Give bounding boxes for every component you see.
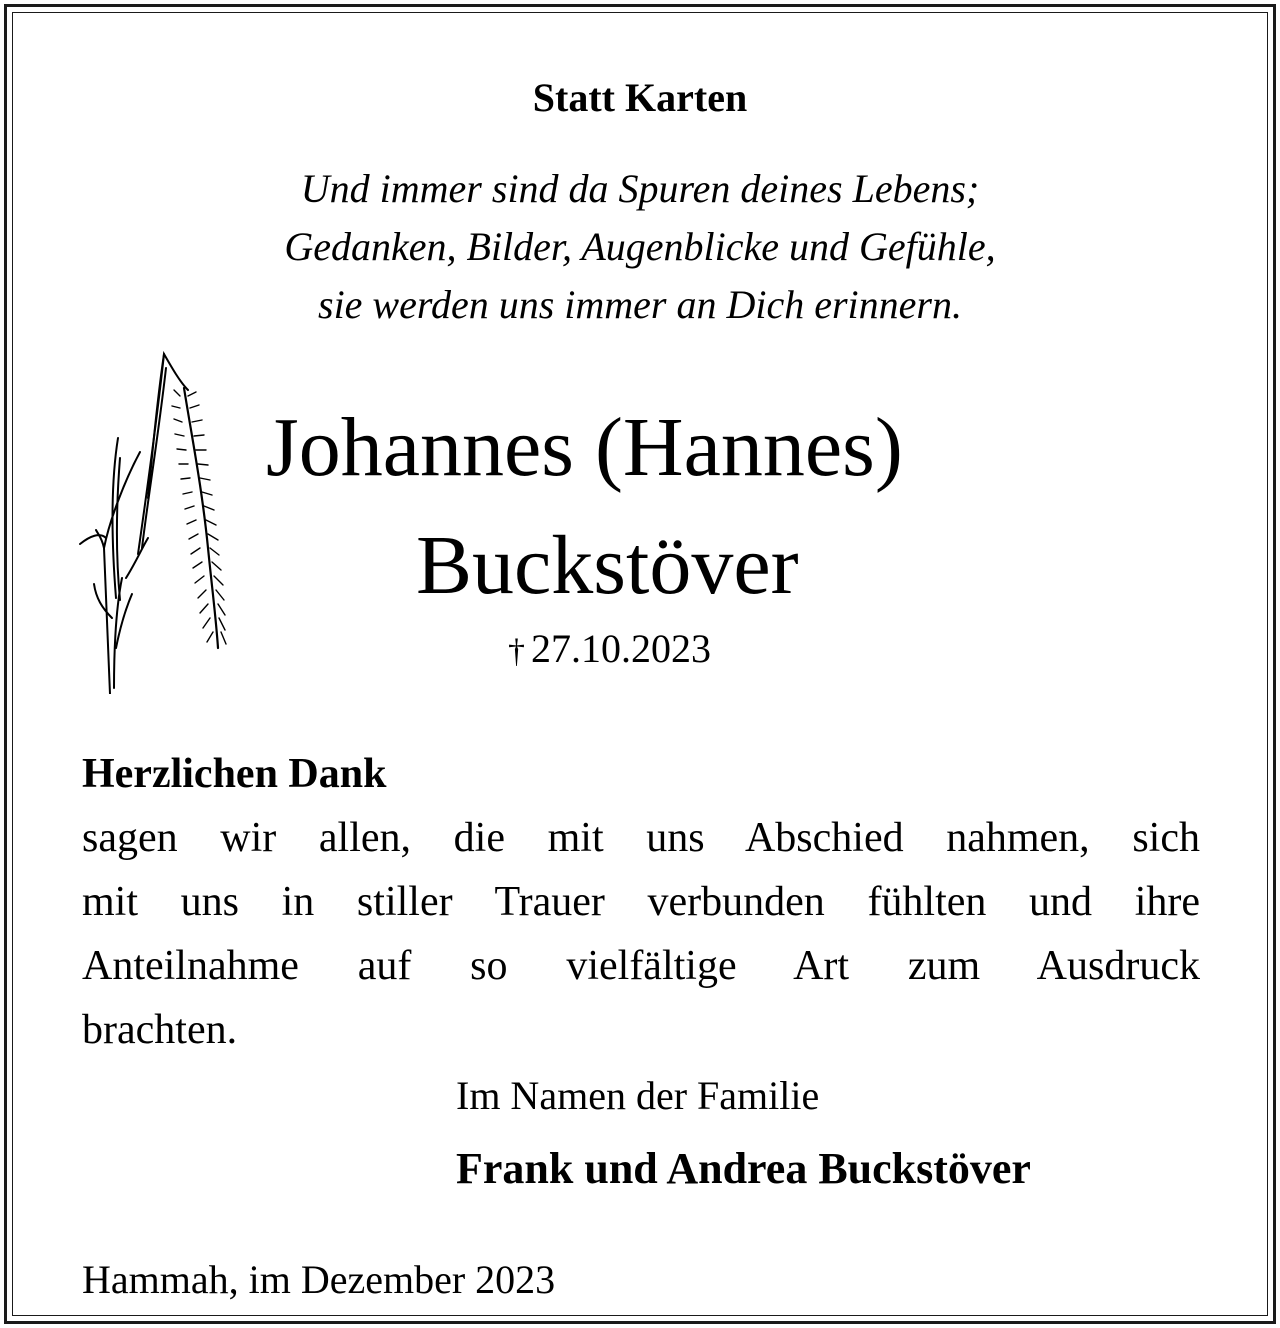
thanks-line: sagen wir allen, die mit uns Abschied nahmen, sich: [82, 815, 1200, 861]
verse-line: Gedanken, Bilder, Augenblicke und Gefühle,: [284, 224, 996, 269]
deceased-last-name: Buckstöver: [416, 519, 799, 612]
thanks-line: brachten.: [82, 1007, 238, 1053]
cross-icon: †: [508, 633, 525, 670]
thanks-text: [82, 806, 1200, 1062]
family-names: Frank und Andrea Buckstöver: [456, 1144, 1031, 1193]
thanks-line: mit uns in stiller Trauer verbunden fühlten und ihre: [82, 879, 1200, 925]
verse-line: Und immer sind da Spuren deines Lebens;: [300, 166, 980, 211]
place-date: Hammah, im Dezember 2023: [82, 1257, 556, 1302]
thanks-line: Anteilnahme auf so vielfältige Art zum Ausdruck: [82, 943, 1200, 989]
wheat-ear-icon: [76, 348, 240, 694]
heading: Statt Karten: [532, 75, 748, 120]
death-date: 27.10.2023: [531, 626, 711, 671]
death-date-line: [508, 624, 711, 677]
family-intro: Im Namen der Familie: [456, 1073, 820, 1118]
verse: [0, 160, 1280, 334]
verse-line: sie werden uns immer an Dich erinnern.: [318, 282, 962, 327]
thanks-title: Herzlichen Dank: [82, 751, 387, 797]
deceased-first-name: Johannes (Hannes): [266, 401, 903, 494]
